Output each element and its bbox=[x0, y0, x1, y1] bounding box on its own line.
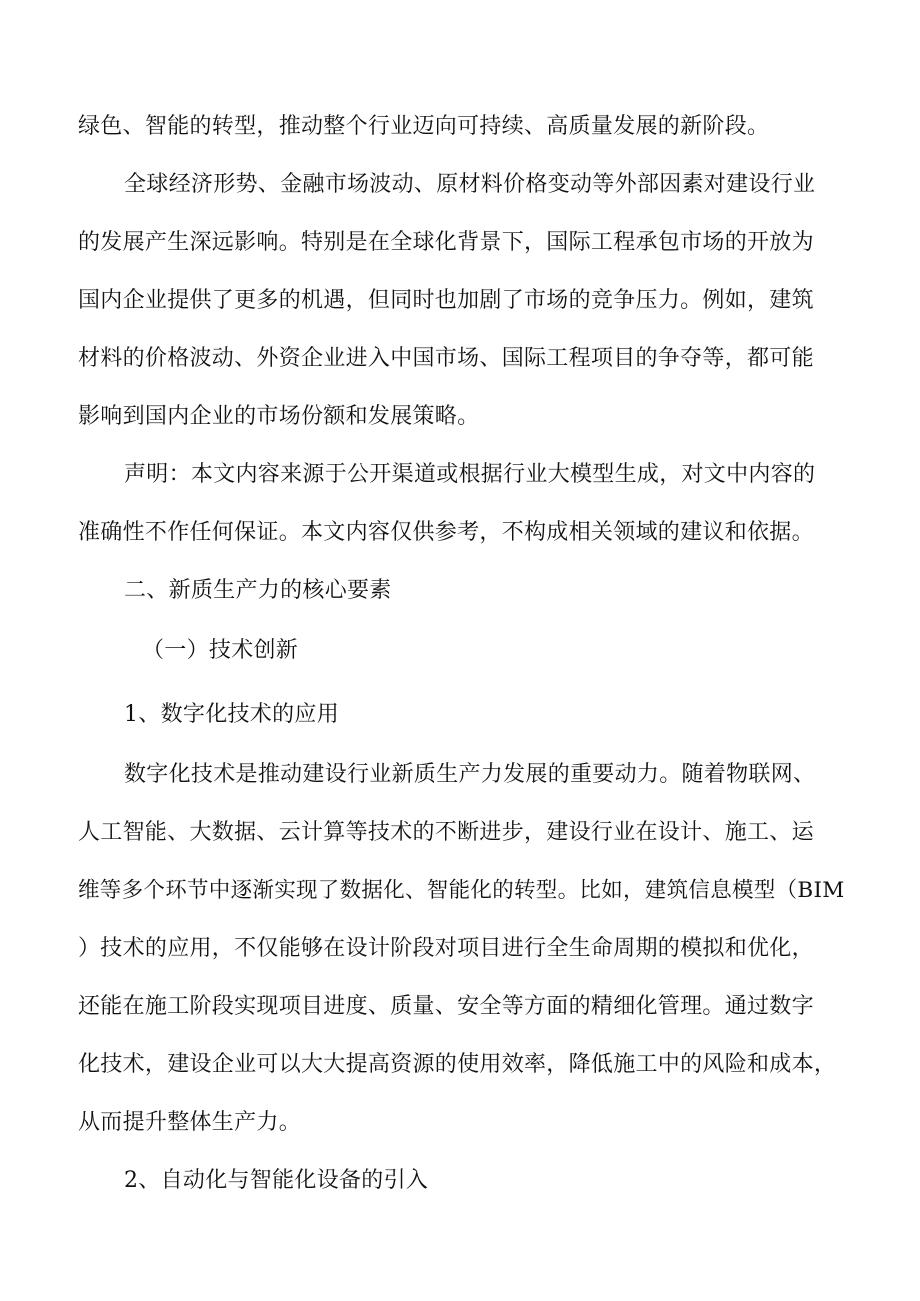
paragraph-line: 维等多个环节中逐渐实现了数据化、智能化的转型。比如，建筑信息模型（BIM bbox=[78, 878, 845, 903]
item-heading: 1、数字化技术的应用 bbox=[124, 702, 339, 727]
disclaimer-line: 声明：本文内容来源于公开渠道或根据行业大模型生成，对文中内容的 bbox=[124, 462, 816, 487]
paragraph-line: 人工智能、大数据、云计算等技术的不断进步，建设行业在设计、施工、运 bbox=[78, 820, 814, 845]
paragraph-line: 还能在施工阶段实现项目进度、质量、安全等方面的精细化管理。通过数字 bbox=[78, 994, 814, 1019]
paragraph-line: ）技术的应用，不仅能够在设计阶段对项目进行全生命周期的模拟和优化， bbox=[78, 936, 814, 961]
section-heading: 二、新质生产力的核心要素 bbox=[124, 578, 392, 603]
paragraph-line: 从而提升整体生产力。 bbox=[78, 1110, 302, 1135]
paragraph-line: 化技术，建设企业可以大大提高资源的使用效率，降低施工中的风险和成本， bbox=[78, 1052, 837, 1077]
disclaimer-line: 准确性不作任何保证。本文内容仅供参考，不构成相关领域的建议和依据。 bbox=[78, 520, 814, 545]
paragraph-line: 材料的价格波动、外资企业进入中国市场、国际工程项目的争夺等，都可能 bbox=[78, 346, 814, 371]
item-heading: 2、自动化与智能化设备的引入 bbox=[124, 1168, 429, 1193]
paragraph-line: 绿色、智能的转型，推动整个行业迈向可持续、高质量发展的新阶段。 bbox=[78, 114, 770, 139]
paragraph-line: 国内企业提供了更多的机遇，但同时也加剧了市场的竞争压力。例如，建筑 bbox=[78, 288, 814, 313]
paragraph-line: 的发展产生深远影响。特别是在全球化背景下，国际工程承包市场的开放为 bbox=[78, 230, 814, 255]
subsection-heading: （一）技术创新 bbox=[142, 638, 299, 663]
paragraph-line: 影响到国内企业的市场份额和发展策略。 bbox=[78, 404, 480, 429]
paragraph-line: 数字化技术是推动建设行业新质生产力发展的重要动力。随着物联网、 bbox=[124, 762, 816, 787]
paragraph-line: 全球经济形势、金融市场波动、原材料价格变动等外部因素对建设行业 bbox=[124, 172, 816, 197]
